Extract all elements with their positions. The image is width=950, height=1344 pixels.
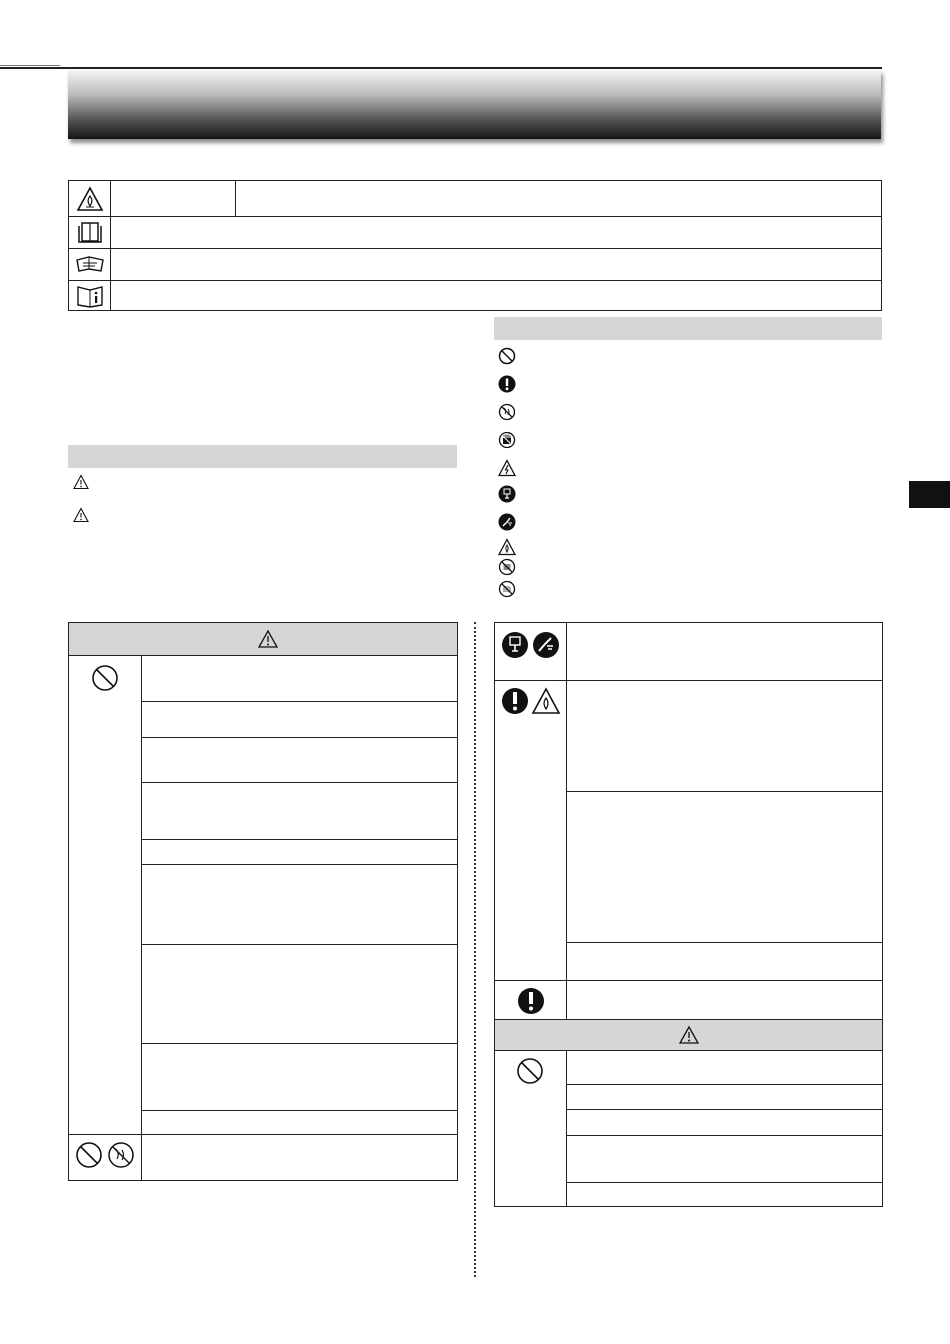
symbol-legend-header (494, 317, 882, 340)
icon-legend-table (68, 180, 882, 311)
prohibited-icon (516, 1057, 544, 1090)
row-divider (141, 1110, 458, 1111)
row-divider (566, 1135, 883, 1136)
flammable-warning-icon (69, 181, 111, 216)
caution-icon (73, 507, 89, 523)
side-tab[interactable] (909, 481, 950, 508)
warning-table-header (69, 623, 457, 656)
header-rule (0, 67, 882, 69)
flammable-icon (496, 537, 518, 557)
prohibited-icon (91, 664, 119, 697)
no-disassemble-icon (496, 557, 518, 577)
row-divider (566, 791, 883, 792)
row-divider (141, 944, 458, 945)
right-warning-table (494, 622, 883, 1207)
unplug-icon (501, 631, 529, 664)
icon-column-divider (141, 655, 142, 1181)
no-wet-hands-icon (496, 430, 518, 450)
warning-icon (257, 629, 279, 649)
no-water-icon (107, 1141, 135, 1174)
row-divider (495, 980, 883, 981)
flammable-warning-icon (531, 687, 561, 720)
electric-shock-icon (496, 458, 518, 478)
legend-row (69, 216, 881, 249)
warning-section-header (68, 445, 457, 468)
row-divider (566, 1182, 883, 1183)
prohibited-icon (496, 346, 518, 366)
left-warning-table (68, 622, 458, 1181)
mandatory-icon (496, 374, 518, 394)
information-manual-icon (69, 280, 111, 311)
ground-icon (532, 631, 560, 664)
header-rule-thin (0, 65, 60, 66)
row-divider (141, 737, 458, 738)
row-divider (141, 701, 458, 702)
legend-divider (235, 181, 236, 216)
no-water-icon (496, 402, 518, 422)
row-divider (566, 1109, 883, 1110)
ground-icon (496, 512, 518, 532)
row-divider (69, 1134, 458, 1135)
mandatory-icon (517, 987, 545, 1020)
row-divider (566, 942, 883, 943)
row-divider (141, 782, 458, 783)
legend-row (69, 181, 881, 217)
caution-table-header (495, 1019, 882, 1051)
legend-row (69, 280, 881, 311)
mandatory-icon (501, 687, 529, 720)
row-divider (495, 680, 883, 681)
legend-row (69, 248, 881, 281)
row-divider (141, 864, 458, 865)
open-manual-icon (69, 248, 111, 280)
no-touch-icon (496, 579, 518, 599)
manual-book-icon (69, 216, 111, 248)
warning-icon (73, 474, 89, 490)
column-divider (474, 622, 476, 1277)
unplug-icon (496, 484, 518, 504)
caution-icon (678, 1025, 700, 1045)
row-divider (141, 839, 458, 840)
row-divider (566, 1084, 883, 1085)
row-divider (141, 1043, 458, 1044)
icon-column-divider (566, 623, 567, 1207)
section-banner (68, 70, 881, 139)
prohibited-icon (75, 1141, 103, 1174)
